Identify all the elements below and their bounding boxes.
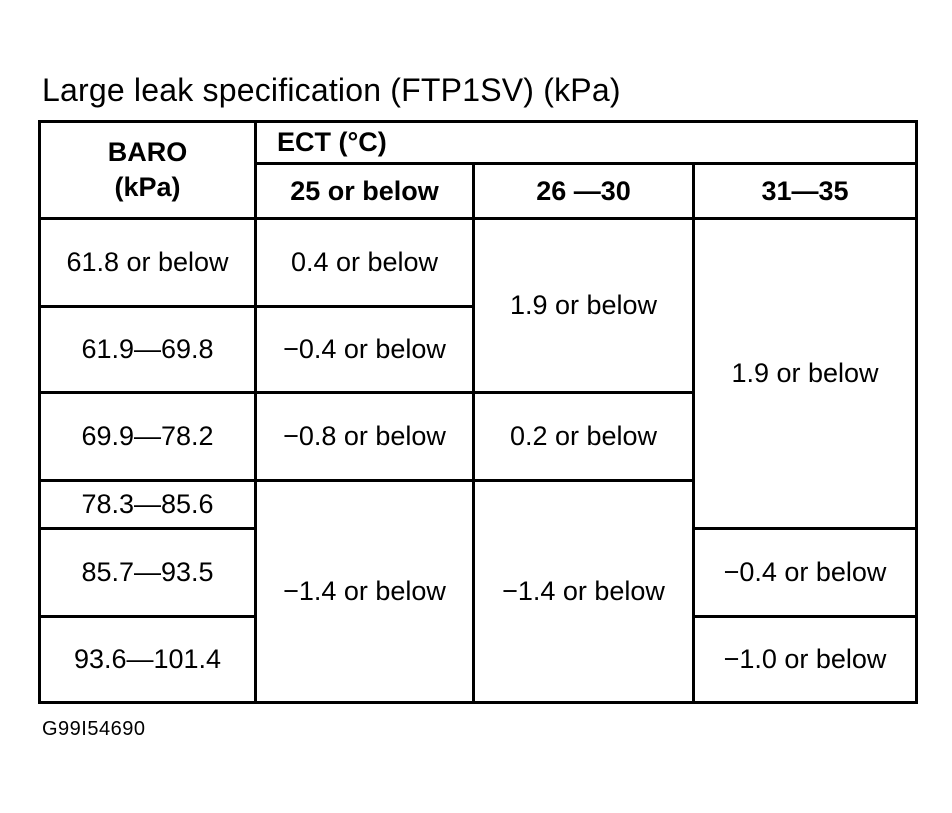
cell-r6-c3: −1.0 or below (694, 617, 917, 703)
baro-header-unit: (kPa) (114, 172, 181, 202)
ect-col-header-1: 25 or below (256, 164, 474, 219)
ect-header: ECT (°C) (256, 122, 917, 164)
baro-row-4: 78.3—85.6 (40, 481, 256, 529)
cell-r5-c3: −0.4 or below (694, 529, 917, 617)
baro-row-6: 93.6—101.4 (40, 617, 256, 703)
cell-r4to6-c2: −1.4 or below (474, 481, 694, 703)
cell-r1to2-c2: 1.9 or below (474, 219, 694, 393)
baro-row-2: 61.9—69.8 (40, 307, 256, 393)
cell-r1to4-c3: 1.9 or below (694, 219, 917, 529)
baro-header (40, 122, 256, 219)
cell-r4to6-c1: −1.4 or below (256, 481, 474, 703)
ect-col-header-2: 26 —30 (474, 164, 694, 219)
baro-header-label: BARO (107, 137, 188, 167)
cell-r3-c2: 0.2 or below (474, 393, 694, 481)
baro-row-5: 85.7—93.5 (40, 529, 256, 617)
figure-code: G99I54690 (42, 718, 146, 740)
cell-r1-c1: 0.4 or below (256, 219, 474, 307)
leak-spec-table (38, 120, 918, 704)
baro-row-1: 61.8 or below (40, 219, 256, 307)
ect-col-header-3: 31—35 (694, 164, 917, 219)
page-title: Large leak specification (FTP1SV) (kPa) (42, 72, 621, 108)
cell-r2-c1: −0.4 or below (256, 307, 474, 393)
baro-row-3: 69.9—78.2 (40, 393, 256, 481)
cell-r3-c1: −0.8 or below (256, 393, 474, 481)
